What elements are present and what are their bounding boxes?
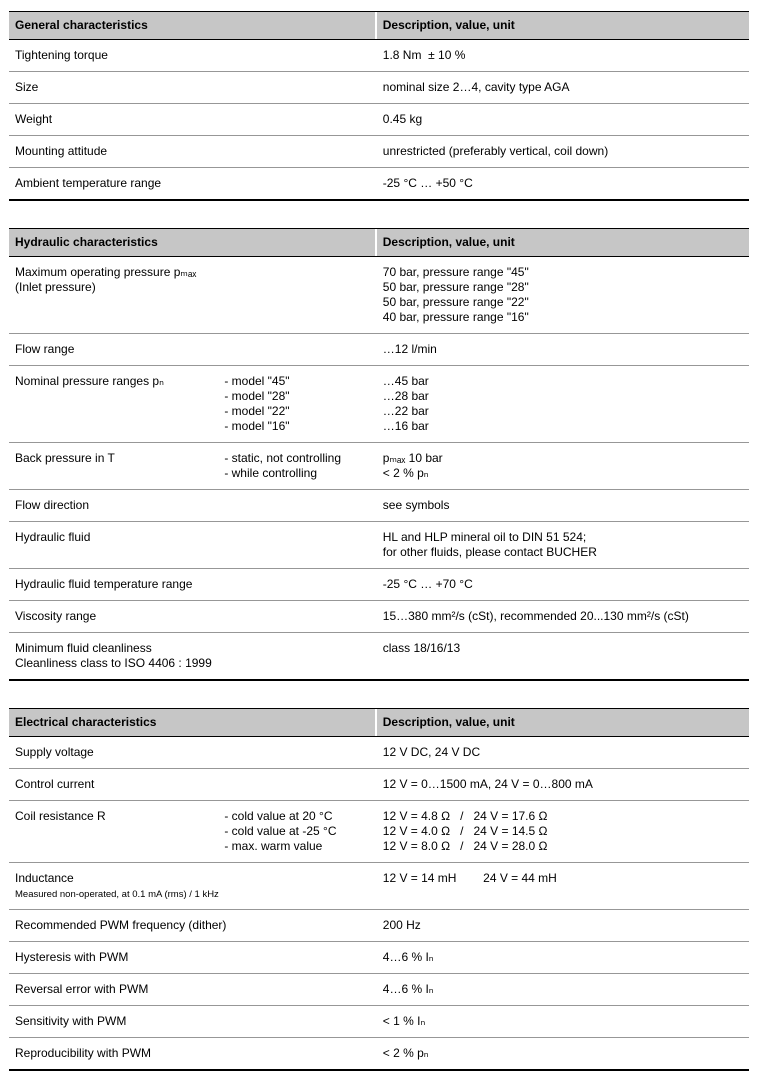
table-hydraulic-characteristics	[9, 228, 749, 681]
row-value: 12 V = 8.0 Ω / 24 V = 28.0 Ω	[382, 839, 548, 853]
row-label: Weight	[15, 112, 53, 126]
table-row	[9, 333, 749, 365]
table-general-characteristics	[9, 11, 749, 201]
row-value: 12 V = 4.8 Ω / 24 V = 17.6 Ω	[382, 809, 548, 823]
row-value: HL and HLP mineral oil to DIN 51 524;	[382, 530, 587, 544]
table-electrical-characteristics	[9, 708, 749, 1071]
row-value: 4…6 % Iₙ	[382, 950, 434, 964]
row-subitem: - while controlling	[224, 466, 318, 480]
table-header-title: General characteristics	[9, 12, 377, 39]
row-subitem: - model "45"	[224, 374, 290, 388]
row-value: 50 bar, pressure range "28"	[382, 280, 529, 294]
row-label: Recommended PWM frequency (dither)	[15, 918, 227, 932]
row-value: 12 V = 4.0 Ω / 24 V = 14.5 Ω	[382, 824, 548, 838]
row-value: 40 bar, pressure range "16"	[382, 310, 529, 324]
table-row	[9, 909, 749, 941]
table-row	[9, 973, 749, 1005]
table-row	[9, 1037, 749, 1069]
table-row	[9, 257, 749, 333]
table-row	[9, 568, 749, 600]
row-value: pₘₐₓ 10 bar	[382, 451, 443, 465]
table-row	[9, 737, 749, 768]
row-label: Hysteresis with PWM	[15, 950, 129, 964]
row-value: 1.8 Nm ± 10 %	[382, 48, 466, 62]
row-measurement-note: Measured non-operated, at 0.1 mA (rms) / 1 kHz	[15, 889, 219, 900]
row-value: -25 °C … +50 °C	[382, 176, 473, 190]
table-header	[9, 709, 749, 737]
row-subitem: - static, not controlling	[224, 451, 342, 465]
row-value: …16 bar	[382, 419, 429, 433]
table-header-description: Description, value, unit	[382, 18, 515, 32]
row-label: Viscosity range	[15, 609, 97, 623]
row-sublabel: Cleanliness class to ISO 4406 : 1999	[15, 656, 212, 670]
table-row	[9, 862, 749, 909]
row-value: 0.45 kg	[382, 112, 423, 126]
row-subitem: - max. warm value	[224, 839, 323, 853]
row-value: 12 V DC, 24 V DC	[382, 745, 481, 759]
row-value: for other fluids, please contact BUCHER	[382, 545, 597, 559]
table-header	[9, 229, 749, 257]
row-subitem: - model "22"	[224, 404, 290, 418]
row-label: Hydraulic fluid temperature range	[15, 577, 193, 591]
table-header-title: Electrical characteristics	[9, 709, 377, 736]
row-label: Flow range	[15, 342, 75, 356]
row-label: Back pressure in T	[15, 451, 115, 465]
table-header-description: Description, value, unit	[382, 715, 515, 729]
row-value: 4…6 % Iₙ	[382, 982, 434, 996]
row-value: class 18/16/13	[382, 641, 461, 655]
row-label: Ambient temperature range	[15, 176, 162, 190]
row-label: Sensitivity with PWM	[15, 1014, 127, 1028]
table-row	[9, 71, 749, 103]
table-header	[9, 12, 749, 40]
row-value: 70 bar, pressure range "45"	[382, 265, 529, 279]
row-value: 200 Hz	[382, 918, 421, 932]
row-subitem: - model "28"	[224, 389, 290, 403]
row-value: -25 °C … +70 °C	[382, 577, 473, 591]
row-value: …22 bar	[382, 404, 429, 418]
table-row	[9, 103, 749, 135]
row-label: Reproducibility with PWM	[15, 1046, 152, 1060]
row-value: 12 V = 0…1500 mA, 24 V = 0…800 mA	[382, 777, 593, 791]
row-label: Nominal pressure ranges pₙ	[15, 374, 164, 388]
row-label: Tightening torque	[15, 48, 108, 62]
row-label: Minimum fluid cleanliness	[15, 641, 152, 655]
row-value: 50 bar, pressure range "22"	[382, 295, 529, 309]
table-row	[9, 489, 749, 521]
table-row	[9, 40, 749, 71]
row-value: < 2 % pₙ	[382, 466, 429, 480]
row-subitem: - model "16"	[224, 419, 290, 433]
table-row	[9, 365, 749, 442]
row-value: nominal size 2…4, cavity type AGA	[382, 80, 570, 94]
table-row	[9, 600, 749, 632]
row-value: 12 V = 14 mH 24 V = 44 mH	[382, 871, 557, 885]
row-label: Control current	[15, 777, 95, 791]
row-value: …12 l/min	[382, 342, 437, 356]
row-subitem: - cold value at -25 °C	[224, 824, 337, 838]
table-header-title: Hydraulic characteristics	[9, 229, 377, 256]
row-value: see symbols	[382, 498, 450, 512]
row-subitem: - cold value at 20 °C	[224, 809, 333, 823]
row-label: Hydraulic fluid	[15, 530, 91, 544]
row-sublabel: (Inlet pressure)	[15, 280, 96, 294]
table-row	[9, 135, 749, 167]
table-row	[9, 1005, 749, 1037]
table-row	[9, 442, 749, 489]
table-row	[9, 941, 749, 973]
row-value: unrestricted (preferably vertical, coil down)	[382, 144, 609, 158]
row-value: …45 bar	[382, 374, 429, 388]
table-header-description: Description, value, unit	[382, 235, 515, 249]
table-row	[9, 167, 749, 199]
row-label: Reversal error with PWM	[15, 982, 149, 996]
row-label: Size	[15, 80, 39, 94]
row-value: < 1 % Iₙ	[382, 1014, 426, 1028]
row-label: Supply voltage	[15, 745, 94, 759]
table-row	[9, 800, 749, 862]
row-label: Inductance	[15, 871, 74, 885]
row-value: …28 bar	[382, 389, 429, 403]
row-label: Coil resistance R	[15, 809, 106, 823]
row-value: < 2 % pₙ	[382, 1046, 429, 1060]
row-label: Maximum operating pressure pₘₐₓ	[15, 265, 197, 279]
row-label: Mounting attitude	[15, 144, 108, 158]
row-value: 15…380 mm²/s (cSt), recommended 20...130 mm²/s (cSt)	[382, 609, 689, 623]
table-row	[9, 632, 749, 679]
table-row	[9, 521, 749, 568]
table-row	[9, 768, 749, 800]
row-label: Flow direction	[15, 498, 90, 512]
